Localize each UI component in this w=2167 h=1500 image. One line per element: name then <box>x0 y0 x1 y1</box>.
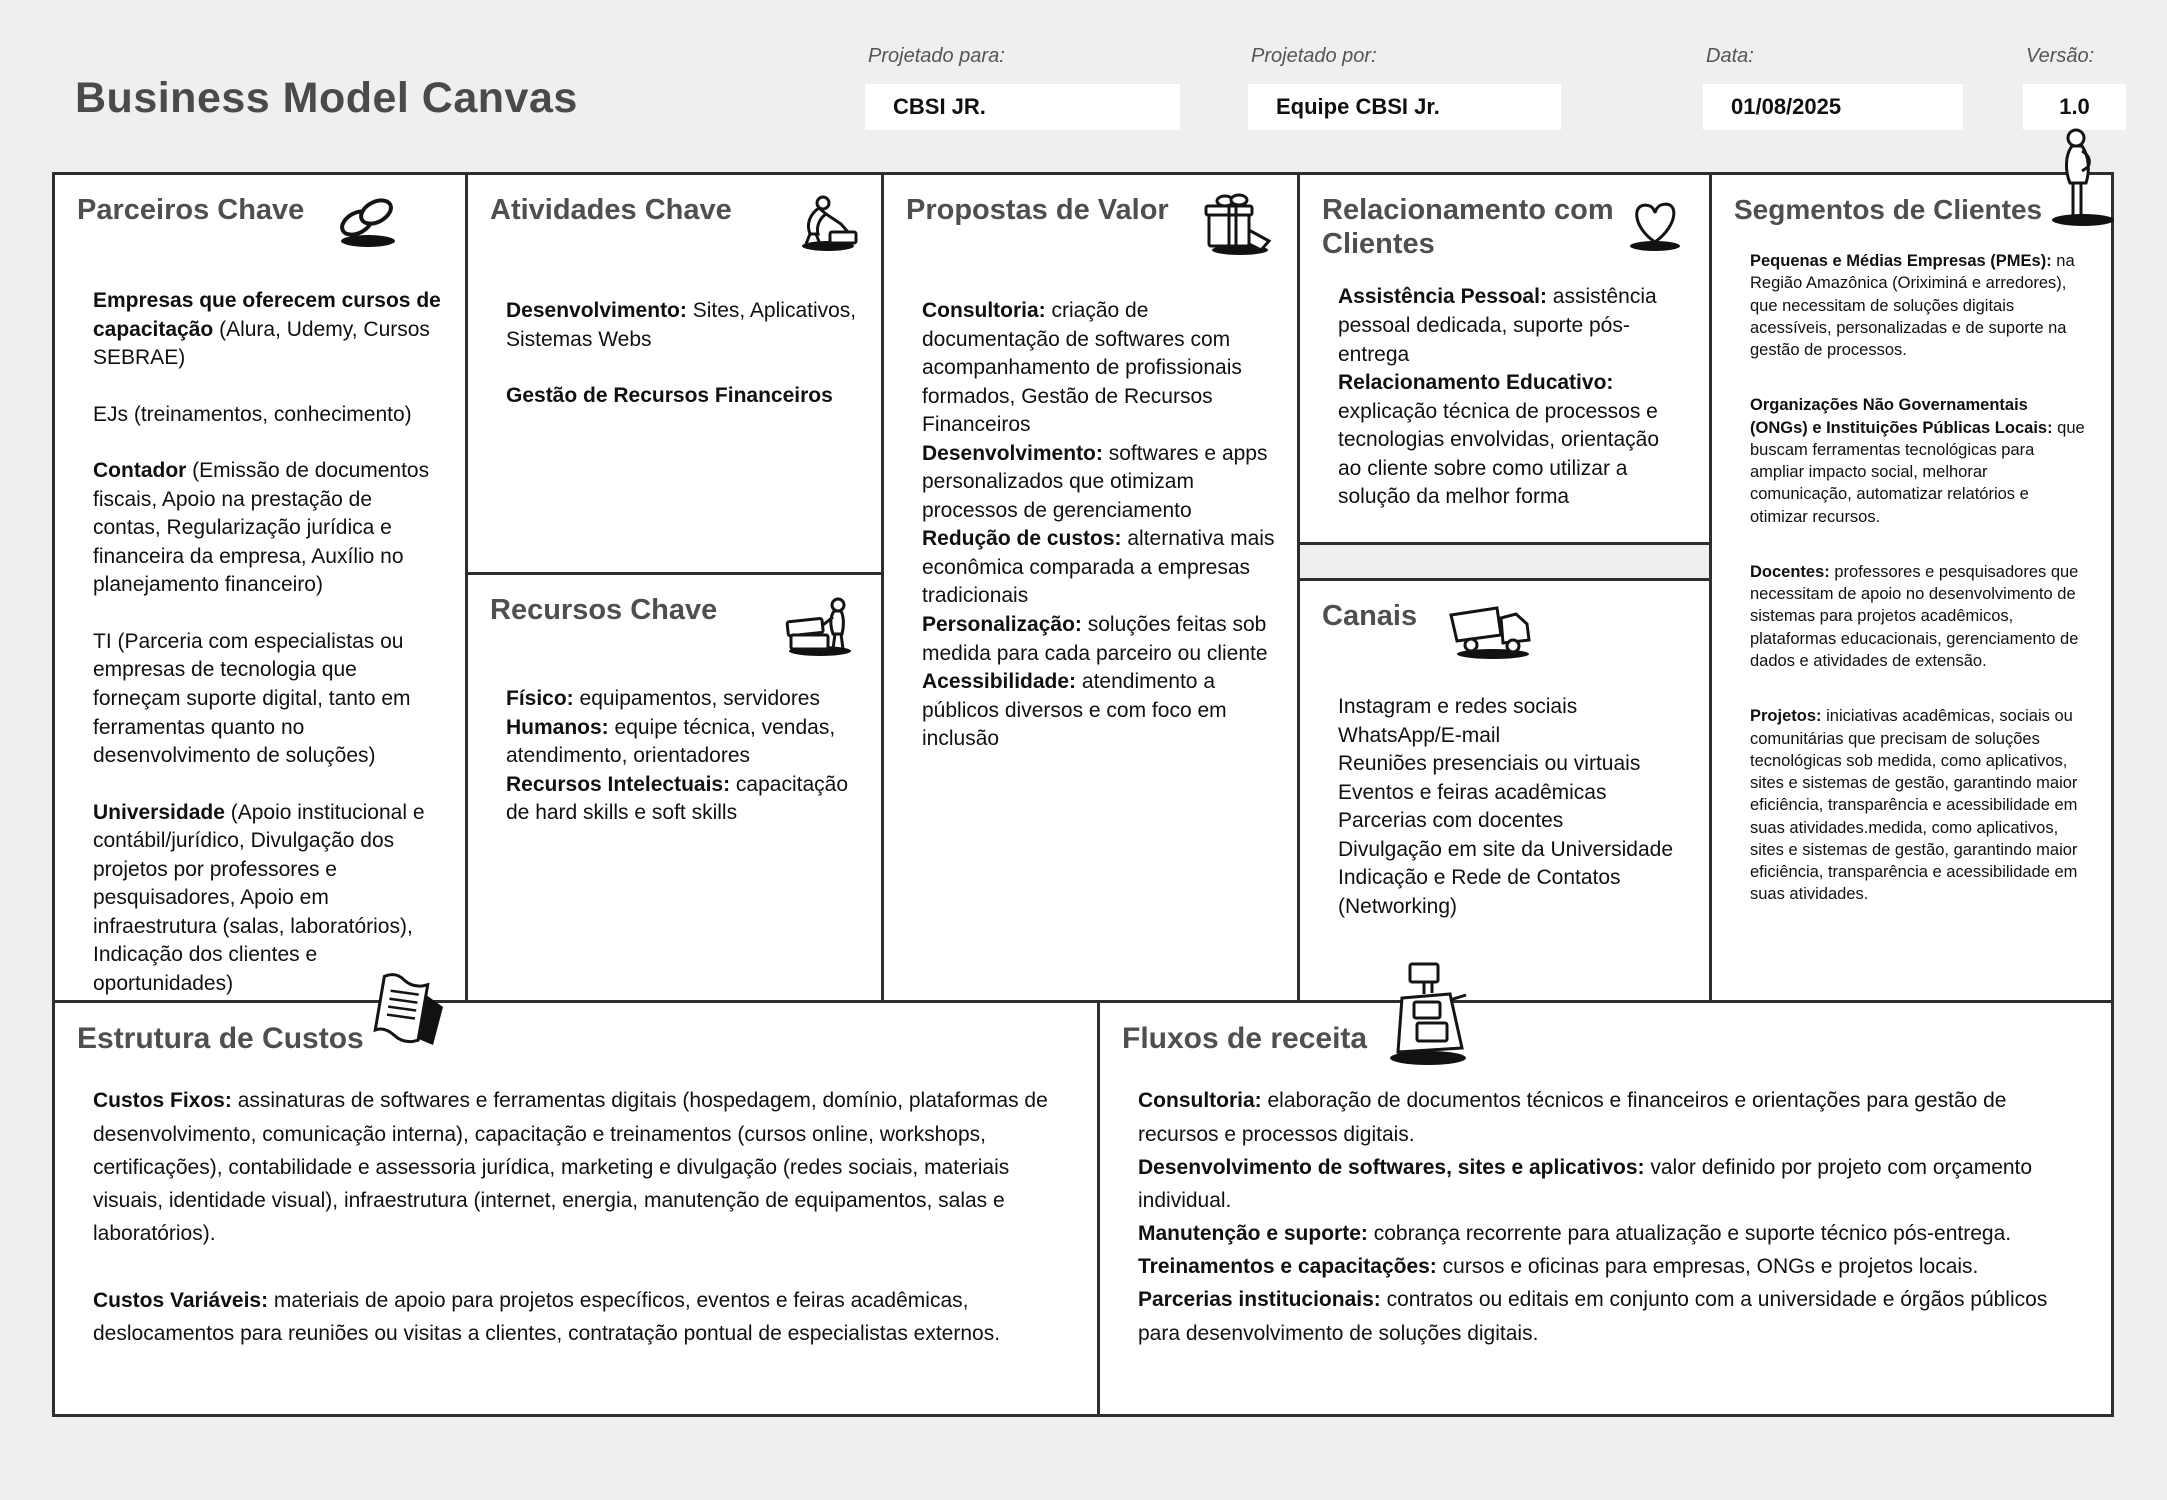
section-body <box>1322 283 1689 511</box>
text-paragraph: EJs (treinamentos, conhecimento) <box>93 402 412 426</box>
section-body <box>77 287 445 998</box>
text-paragraph: WhatsApp/E-mail <box>1338 723 1501 747</box>
text-paragraph: Organizações Não Governamentais (ONGs) e Instituições Públicas Locais: que buscam ferramentas tecnológicas para ampliar impacto social, melhorar comunicação, automatizar relatórios e otimizar recursos. <box>1750 396 2085 526</box>
section-title: Estrutura de Custos <box>77 1022 364 1055</box>
person-crates-icon <box>779 593 861 659</box>
text-paragraph: Desenvolvimento: softwares e apps personalizados que otimizam processos de gerenciamento <box>922 441 1268 522</box>
section-body <box>490 685 861 828</box>
section-body <box>1734 250 2091 906</box>
section-relacionamento-com-clientes <box>1297 172 1712 545</box>
text-paragraph: Desenvolvimento: Sites, Aplicativos, Sistemas Webs <box>506 299 857 351</box>
section-estrutura-de-custos <box>52 1000 1100 1417</box>
text-paragraph: Desenvolvimento de softwares, sites e aplicativos: valor definido por projeto com orçamento individual. <box>1138 1155 2033 1212</box>
receipt-icon <box>355 965 451 1059</box>
cash-register-icon <box>1380 959 1476 1067</box>
section-propostas-de-valor <box>881 172 1300 1003</box>
section-title: Atividades Chave <box>490 194 732 226</box>
section-body <box>490 297 861 411</box>
text-paragraph: Físico: equipamentos, servidores <box>506 687 820 710</box>
section-canais <box>1297 578 1712 1003</box>
text-paragraph: Empresas que oferecem cursos de capacitação (Alura, Udemy, Cursos SEBRAE) <box>93 289 441 370</box>
rings-icon <box>330 193 404 251</box>
section-title: Relacionamento com Clientes <box>1322 194 1614 261</box>
text-paragraph: Eventos e feiras acadêmicas <box>1338 780 1607 804</box>
text-paragraph: Pequenas e Médias Empresas (PMEs): na Região Amazônica (Oriximiná e arredores), que necessitam de soluções digitais acessíveis, personalizadas e de suporte na gestão de processos. <box>1750 252 2075 360</box>
section-body <box>1122 1084 2091 1349</box>
text-paragraph: Relacionamento Educativo: explicação técnica de processos e tecnologias envolvidas, orientação ao cliente sobre como utilizar a solução da melhor forma <box>1338 371 1660 509</box>
section-fluxos-de-receita <box>1097 1000 2114 1417</box>
section-atividades-chave <box>465 172 884 575</box>
section-body <box>906 297 1277 754</box>
text-paragraph: Gestão de Recursos Financeiros <box>506 384 833 408</box>
standing-person-icon <box>2045 125 2117 229</box>
text-paragraph: Docentes: professores e pesquisadores que necessitam de apoio no desenvolvimento de sistemas para projetos acadêmicos, plataformas educacionais, gerenciamento de dados e atividades de extensão. <box>1750 562 2079 671</box>
text-paragraph: Humanos: equipe técnica, vendas, atendimento, orientadores <box>506 715 836 768</box>
text-paragraph: Contador (Emissão de documentos fiscais, Apoio na prestação de contas, Regularização jurídica e financeira da empresa, Auxílio no planejamento financeiro) <box>93 459 430 597</box>
data-field[interactable]: 01/08/2025 <box>1703 84 1963 130</box>
text-paragraph: Projetos: iniciativas acadêmicas, sociais ou comunitárias que precisam de soluções tecnológicas sob medida, como aplicativos, sites e sistemas de gestão, garantindo maior eficiência, transparência e acessibilidade em suas atividades.medida, como aplicativos, sites e sistemas de gestão, garantindo maior eficiência, transparência e acessibilidade em suas atividades. <box>1750 707 2078 904</box>
text-paragraph: Consultoria: elaboração de documentos técnicos e financeiros e orientações para gestão de recursos e processos digitais. <box>1138 1089 2007 1146</box>
projetado-para-field[interactable]: CBSI JR. <box>865 84 1180 130</box>
text-paragraph: Personalização: soluções feitas sob medida para cada parceiro ou cliente <box>922 613 1268 665</box>
section-parceiros-chave <box>52 172 468 1003</box>
text-paragraph: Parcerias com docentes <box>1338 809 1564 833</box>
data-label: Data: <box>1706 45 1754 67</box>
text-paragraph: Consultoria: criação de documentação de softwares com acompanhamento de profissionais formados, Gestão de Recursos Financeiros <box>922 299 1242 437</box>
text-paragraph: Instagram e redes sociais <box>1338 695 1578 718</box>
page-title: Business Model Canvas <box>75 74 578 122</box>
text-paragraph: Universidade (Apoio institucional e contábil/jurídico, Divulgação dos projetos por professores e pesquisadores, Apoio em infraestrutura (salas, laboratórios), Indicação dos clientes e oportunidades) <box>93 800 425 995</box>
projetado-para-label: Projetado para: <box>868 45 1005 67</box>
text-paragraph: TI (Parceria com especialistas ou empresas de tecnologia que forneçam suporte digital, tanto em ferramentas quanto no desenvolvimento de soluções) <box>93 629 411 768</box>
text-paragraph: Recursos Intelectuais: capacitação de hard skills e soft skills <box>506 772 849 825</box>
text-paragraph: Divulgação em site da Universidade <box>1338 837 1674 861</box>
worker-icon <box>785 193 861 253</box>
section-body <box>1322 693 1689 921</box>
text-paragraph: Manutenção e suporte: cobrança recorrente para atualização e suporte técnico pós-entrega. <box>1138 1222 2012 1246</box>
section-title: Propostas de Valor <box>906 194 1169 226</box>
projetado-por-label: Projetado por: <box>1251 45 1377 67</box>
section-title: Fluxos de receita <box>1122 1022 1368 1055</box>
text-paragraph: Custos Fixos: assinaturas de softwares e ferramentas digitais (hospedagem, domínio, plataformas de desenvolvimento, comunicação interna), capacitação e treinamentos (cursos online, workshops, certificações), contabilidade e assessoria jurídica, marketing e divulgação (redes sociais, materiais visuais, identidade visual), infraestrutura (internet, energia, manutenção de equipamentos, salas e laboratórios). <box>93 1089 1048 1246</box>
section-title: Segmentos de Clientes <box>1734 194 2043 225</box>
text-paragraph: Parcerias institucionais: contratos ou editais em conjunto com a universidade e órgãos públicos para desenvolvimento de soluções digitais. <box>1138 1288 2048 1345</box>
text-paragraph: Acessibilidade: atendimento a públicos diversos e com foco em inclusão <box>922 670 1227 751</box>
section-body <box>77 1084 1077 1350</box>
versao-label: Versão: <box>2026 45 2095 67</box>
text-paragraph: Indicação e Rede de Contatos (Networking) <box>1338 866 1621 918</box>
truck-icon <box>1443 599 1539 663</box>
section-segmentos-de-clientes <box>1709 172 2114 1003</box>
text-paragraph: Custos Variáveis: materiais de apoio para projetos específicos, eventos e feiras acadêmicas, deslocamentos para reuniões ou visitas a clientes, contratação pontual de especialistas externos. <box>93 1289 1001 1346</box>
text-paragraph: Treinamentos e capacitações: cursos e oficinas para empresas, ONGs e projetos locais. <box>1138 1255 1979 1279</box>
text-paragraph: Assistência Pessoal: assistência pessoal dedicada, suporte pós-entrega <box>1338 285 1657 366</box>
text-paragraph: Redução de custos: alternativa mais econômica comparada a empresas tradicionais <box>922 527 1275 608</box>
projetado-por-field[interactable]: Equipe CBSI Jr. <box>1248 84 1561 130</box>
section-recursos-chave <box>465 572 884 1003</box>
heart-icon <box>1621 193 1689 253</box>
section-title: Canais <box>1322 600 1418 632</box>
section-title: Parceiros Chave <box>77 194 305 226</box>
gift-icon <box>1195 193 1277 257</box>
text-paragraph: Reuniões presenciais ou virtuais <box>1338 752 1641 776</box>
versao-field[interactable]: 1.0 <box>2023 84 2126 130</box>
section-title: Recursos Chave <box>490 594 718 626</box>
